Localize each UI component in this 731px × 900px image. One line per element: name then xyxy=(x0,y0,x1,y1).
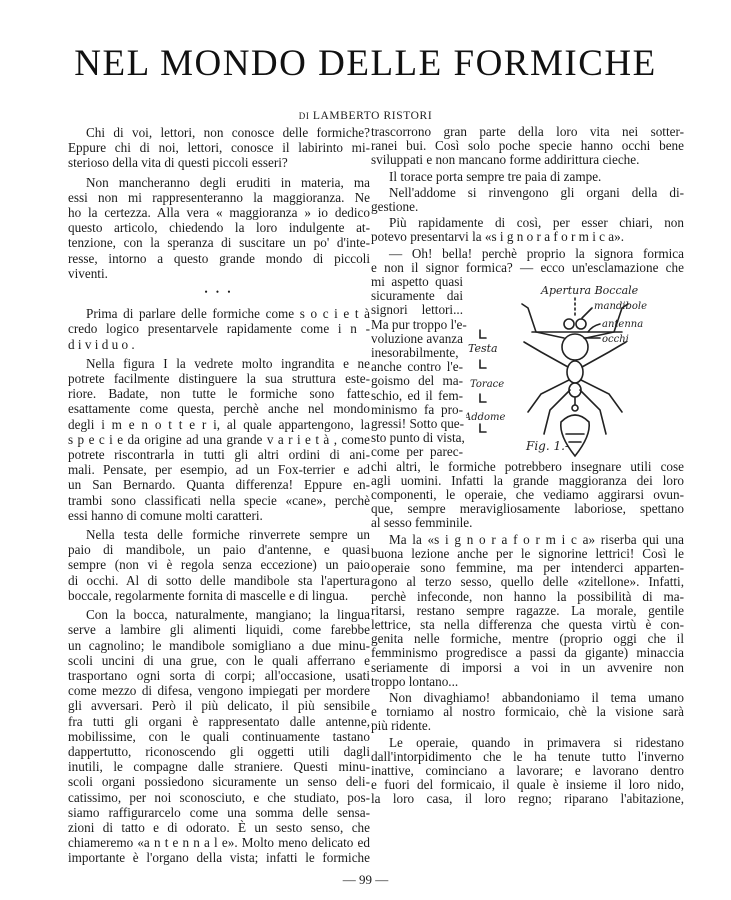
text-line: Ma la «s i g n o r a f o r m i c a» riserba qui una xyxy=(389,531,684,547)
text-line: schio, ed il fem- xyxy=(371,387,463,403)
text-line: gestione. xyxy=(371,199,419,215)
text-line: siamo raffigurarcelo come una somma delle sensa- xyxy=(68,804,370,820)
text-line: Prima di parlare delle formiche come s o c i e t à xyxy=(86,306,370,322)
text-line: inutili, le compagne dalle straniere. Questi minu- xyxy=(68,759,370,775)
text-line: questo articolo, chiedendo la loro indulgente at- xyxy=(68,220,370,236)
text-line: dall'intorpidimento che le ha tenute tutto l'inverno xyxy=(371,748,684,764)
text-line: e non il signor formica? — ecco un'esclamazione che xyxy=(371,259,684,275)
text-line: sto punto di vista, xyxy=(371,430,465,446)
text-line: — Oh! bella! perchè proprio la signora formica xyxy=(389,245,684,261)
text-line: Non divaghiamo! abbandoniamo il tema umano xyxy=(389,689,684,705)
text-line: potrete facilmente distinguere la sua struttura este- xyxy=(68,371,370,387)
text-line: lettrice, sta nella differenza che questa virtù è con- xyxy=(371,616,684,632)
text-line: sempre (non vi è regola senza eccezione) un paio xyxy=(68,557,370,573)
text-line: trascorrono gran parte della loro vita nei sotter- xyxy=(371,124,684,139)
text-line: inesorabilmente, xyxy=(371,345,459,361)
paragraph xyxy=(68,306,370,352)
paragraph xyxy=(371,691,684,734)
text-line: degli i m e n o t t e r i, al quale appartengono, la xyxy=(68,416,370,432)
text-line: un San Bernardo. Quanta differenza! Eppure en- xyxy=(68,477,370,493)
paragraph xyxy=(68,607,370,865)
text-line: scoli uncini di una grue, con le quali afferrano e xyxy=(68,652,370,668)
label-abdomen: Addome xyxy=(466,412,506,423)
text-line: più ridente. xyxy=(371,718,432,734)
text-line: ranei bui. Così solo poche specie hanno occhi bene xyxy=(371,138,684,154)
text-line: mali. Pensate, per esempio, ad un Fox-terrier e ad xyxy=(68,462,370,478)
text-line: la loro casa, il loro regno; riparano l'abitazione, xyxy=(371,791,684,807)
label-antenna: antenna xyxy=(602,319,644,330)
text-line: sviluppati e non mancano forme addirittura cieche. xyxy=(371,152,640,168)
text-line: ho la certezza. Alla vera « maggioranza » io dedico xyxy=(68,205,370,221)
paragraph xyxy=(68,356,370,523)
text-line: Nella figura I la vedrete molto ingrandita e ne xyxy=(86,355,370,371)
ant-drawing xyxy=(466,272,684,462)
text-line: Più rapidamente di così, per esser chiari, non xyxy=(389,215,684,231)
text-line: operaie sono femmine, ma per intenderci apparten- xyxy=(371,560,684,576)
paragraph xyxy=(371,186,684,214)
text-line: Eppure chi di noi, lettori, conosce il labirinto mi- xyxy=(68,140,370,156)
text-line: e torniamo al nostro formicaio, chè la visione sarà xyxy=(371,704,684,720)
text-line: gli avversari. Però il più delicato, il più sensibile xyxy=(68,698,370,714)
text-line: paio di mandibole, un paio d'antenne, e quasi xyxy=(68,542,370,558)
text-line: esattamente come questa, perchè anche nel mondo xyxy=(68,401,370,417)
text-line: come per parec- xyxy=(371,444,463,460)
paragraph xyxy=(68,125,370,171)
text-line: scoli organi possiedono sicuramente un senso deli- xyxy=(68,774,370,790)
text-line: zioni di tatto e di odorato. È un sesto senso, che xyxy=(68,819,370,835)
text-line: tenzione, con la speranza di suscitare un po' d'inte- xyxy=(68,235,370,251)
text-line: resse, intorno a questo grande mondo di piccoli xyxy=(68,250,370,266)
text-line: genita nelle formiche, mentre (proprio oggi che il xyxy=(371,631,684,647)
label-thorax: Torace xyxy=(470,379,505,390)
text-line: mobilissime, con le quali continuamente tastano xyxy=(68,728,370,744)
text-line: Nell'addome si rinvengono gli organi della di- xyxy=(389,184,684,200)
label-head: Testa xyxy=(468,342,498,355)
label-mandibles: mandibole xyxy=(594,301,648,312)
paragraph xyxy=(371,736,684,807)
text-line: buona lezione anche per le signorine lettrici! Così le xyxy=(371,545,684,561)
text-line: que, sempre meravigliosamente laboriose, spettano xyxy=(371,501,684,517)
text-line: al sesso femminile. xyxy=(371,515,473,531)
text-line: Con la bocca, naturalmente, mangiano; la lingua xyxy=(86,607,370,623)
paragraph xyxy=(371,170,684,184)
figure-caption: Fig. 1.- xyxy=(526,439,569,453)
text-line: d i v i d u o . xyxy=(68,336,135,352)
text-line: potrete riscontrarla in tutti gli altri ordini di ani- xyxy=(68,447,370,463)
text-line: goismo del ma- xyxy=(371,373,463,389)
text-line: inattive, cominciano a lavorare; e lavorano dentro xyxy=(371,762,684,778)
text-line: agli uomini. Infatti la grande maggioranza dei loro xyxy=(371,472,684,488)
label-eyes: occhi xyxy=(602,334,629,345)
text-line: seriamente di imporsi a voi in un avvenire non xyxy=(371,659,684,675)
label-mouth: Apertura Boccale xyxy=(541,284,639,297)
text-line: chi altri, le formiche potrebbero insegnare utili cose xyxy=(371,458,684,474)
paragraph xyxy=(371,125,684,168)
article-title: NEL MONDO DELLE FORMICHE xyxy=(74,43,657,84)
text-line: potevo presentarvi la «s i g n o r a f o r m i c a». xyxy=(371,229,625,245)
text-line: essi hanno di comune molti caratteri. xyxy=(68,507,263,523)
text-line: Ma pur troppo l'e- xyxy=(371,316,467,332)
text-line: sterioso della vita di questi piccoli esseri? xyxy=(68,155,288,171)
text-line: chiameremo «a n t e n n a l e». Molto meno delicato ed xyxy=(68,835,370,851)
left-column xyxy=(68,125,370,870)
text-line: Chi di voi, lettori, non conosce delle formiche? xyxy=(86,125,370,140)
paragraph xyxy=(371,533,684,689)
text-line: riore. Badate, non tutte le formiche sono fatte xyxy=(68,386,370,402)
text-line: s p e c i e da origine ad una grande v a r i e t à , come xyxy=(68,431,370,447)
text-line: signori lettori... xyxy=(371,302,463,318)
text-line: perchè infeconde, non hanno la possibilità di ma- xyxy=(371,588,684,604)
text-line: anche contro l'e- xyxy=(371,359,463,375)
section-separator: • • • xyxy=(204,287,234,298)
text-line: Nella testa delle formiche rinverrete sempre un xyxy=(86,527,370,543)
paragraph xyxy=(68,175,370,281)
text-line: come mezzo di difesa, vengono impiegati per mordere xyxy=(68,683,370,699)
text-line: essi non mi rappresenteranno la maggioranza. Ne xyxy=(68,189,370,205)
text-line: dappertutto, riconoscendo gli oggetti utili dagli xyxy=(68,743,370,759)
paragraph xyxy=(68,527,370,603)
author-name: LAMBERTO RISTORI xyxy=(312,110,433,122)
paragraph xyxy=(371,216,684,244)
text-line: componenti, le operaie, che vediamo aggirarsi ovun- xyxy=(371,487,684,503)
text-line: troppo lontano... xyxy=(371,673,459,689)
text-line: femminismo progredisce a passi da gigante) minaccia xyxy=(371,645,684,661)
text-line: fra tutti gli organi è rappresentato dalle antenne, xyxy=(68,713,370,729)
text-line: trambi sono classificati nella specie «cane», perchè xyxy=(68,492,370,508)
page-number: — 99 — xyxy=(342,872,389,887)
text-line: viventi. xyxy=(68,265,108,281)
text-line: un cagnolino; le mandibole somigliano a due minu- xyxy=(68,637,370,653)
text-line: gono al terzo sesso, quello delle «zitellone». Infatti, xyxy=(371,574,684,590)
text-line: credo logico presentarvele rapidamente come i n - xyxy=(68,321,370,337)
text-line: gressi! Sotto que- xyxy=(371,416,465,432)
right-column xyxy=(371,125,684,809)
byline xyxy=(0,110,731,122)
text-line: e fuori del formicaio, il quale è insieme il loro nido, xyxy=(371,777,684,793)
text-line: Le operaie, quando in primavera si ridestano xyxy=(389,734,684,750)
text-line: trasportano ogni sorta di corpi; all'occasione, usati xyxy=(68,667,370,683)
text-line: voluzione avanza xyxy=(371,330,463,346)
text-line: di occhi. Al di sotto delle mandibole sta l'apertura xyxy=(68,572,370,588)
text-line: importante è l'organo della vista; infatti le formiche xyxy=(68,850,370,866)
byline-prefix: DI xyxy=(298,111,310,121)
text-line: serve a lambire gli alimenti liquidi, come farebbe xyxy=(68,622,370,638)
text-line: ritarsi, restano sempre ragazze. La morale, gentile xyxy=(371,602,684,618)
text-line: minismo fa pro- xyxy=(371,401,463,417)
text-line: sicuramente dai xyxy=(371,288,463,304)
text-line: boccale, regolarmente fornita di mascelle e di lingua. xyxy=(68,587,349,603)
text-line: mi aspetto quasi xyxy=(371,274,463,290)
text-line: Il torace porta sempre tre paia di zampe. xyxy=(389,168,602,184)
text-line: catissimo, per noi sconosciuto, e che studiato, pos- xyxy=(68,789,370,805)
text-line: Non mancheranno degli eruditi in materia, ma xyxy=(86,174,370,190)
ant-figure xyxy=(466,272,684,462)
